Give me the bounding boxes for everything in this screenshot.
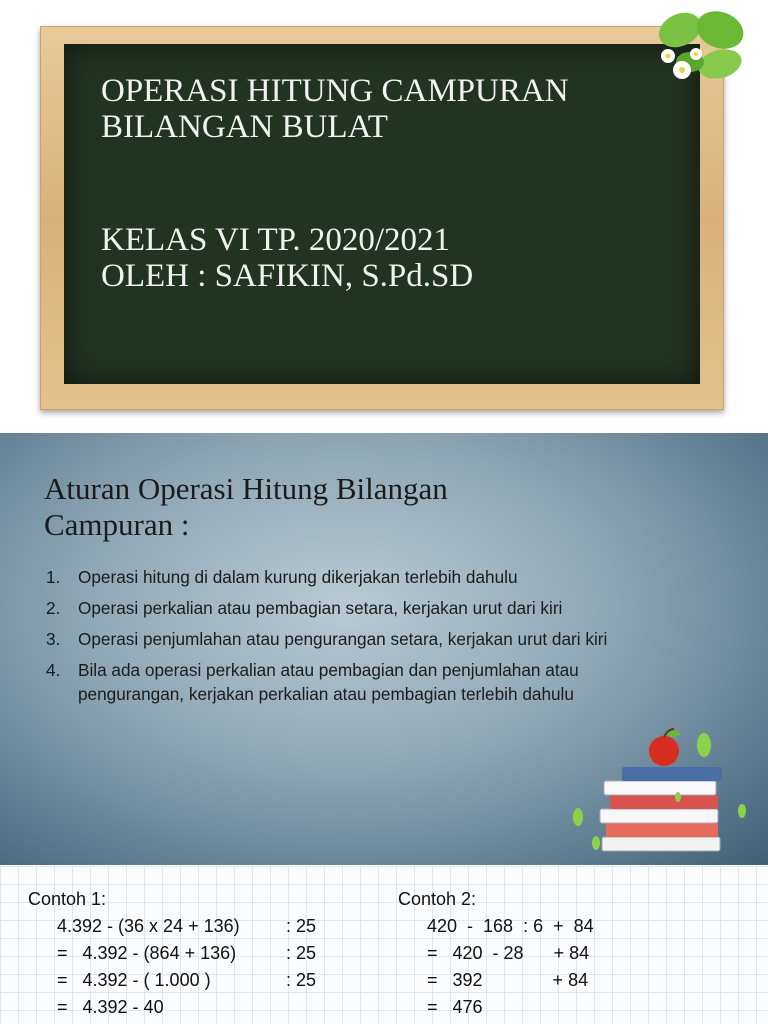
example-1-line: = 4.392 - (864 + 136) — [57, 943, 237, 963]
rule-item — [46, 565, 636, 589]
subtitle-line-1: KELAS VI TP. 2020/2021 — [101, 222, 450, 258]
rules-title-line-1: Aturan Operasi Hitung Bilangan — [44, 471, 448, 506]
title-line-1: OPERASI HITUNG CAMPURAN — [101, 73, 569, 109]
rule-text: Operasi penjumlahan atau pengurangan setara, kerjakan urut dari kiri — [78, 629, 608, 649]
leaves-flowers-icon — [650, 4, 750, 88]
presentation-subtitle — [101, 222, 661, 294]
example-2-line: = 392 + 84 — [427, 970, 589, 990]
books-apple-icon — [566, 725, 756, 859]
example-1-line: = 4.392 - 40 — [57, 997, 164, 1017]
slide-rules — [0, 433, 768, 865]
rule-item — [46, 596, 636, 620]
title-line-2: BILANGAN BULAT — [101, 109, 388, 145]
example-1-divisor: : 25 — [286, 916, 317, 936]
example-1-line: = 4.392 - ( 1.000 ) — [57, 970, 211, 990]
example-1-divisor: : 25 — [286, 943, 317, 963]
rule-number: 2. — [46, 598, 61, 618]
rules-list — [46, 565, 636, 713]
rule-number: 3. — [46, 629, 61, 649]
rule-text: Operasi perkalian atau pembagian setara, kerjakan urut dari kiri — [78, 598, 563, 618]
rules-title — [44, 471, 604, 543]
rule-number: 1. — [46, 567, 61, 587]
subtitle-line-2: OLEH : SAFIKIN, S.Pd.SD — [101, 258, 474, 294]
rule-text: Bila ada operasi perkalian atau pembagian dan penjumlahan atau pengurangan, kerjakan perkalian atau pembagian terlebih dahulu — [78, 660, 579, 704]
example-1-divisor: : 25 — [286, 970, 317, 990]
rule-item — [46, 658, 636, 706]
rule-text: Operasi hitung di dalam kurung dikerjakan terlebih dahulu — [78, 567, 518, 587]
example-1-line: 4.392 - (36 x 24 + 136) — [57, 916, 240, 936]
rule-number: 4. — [46, 660, 61, 680]
example-2-heading: Contoh 2: — [398, 889, 477, 909]
slide-title — [0, 0, 768, 432]
presentation-title — [101, 73, 661, 145]
example-2-line: = 420 - 28 + 84 — [427, 943, 590, 963]
example-2-line: = 476 — [427, 997, 483, 1017]
slide-examples — [0, 866, 768, 1024]
rule-item — [46, 627, 636, 651]
rules-title-line-2: Campuran : — [44, 507, 190, 542]
example-1-heading: Contoh 1: — [28, 889, 107, 909]
example-2-line: 420 - 168 : 6 + 84 — [427, 916, 594, 936]
